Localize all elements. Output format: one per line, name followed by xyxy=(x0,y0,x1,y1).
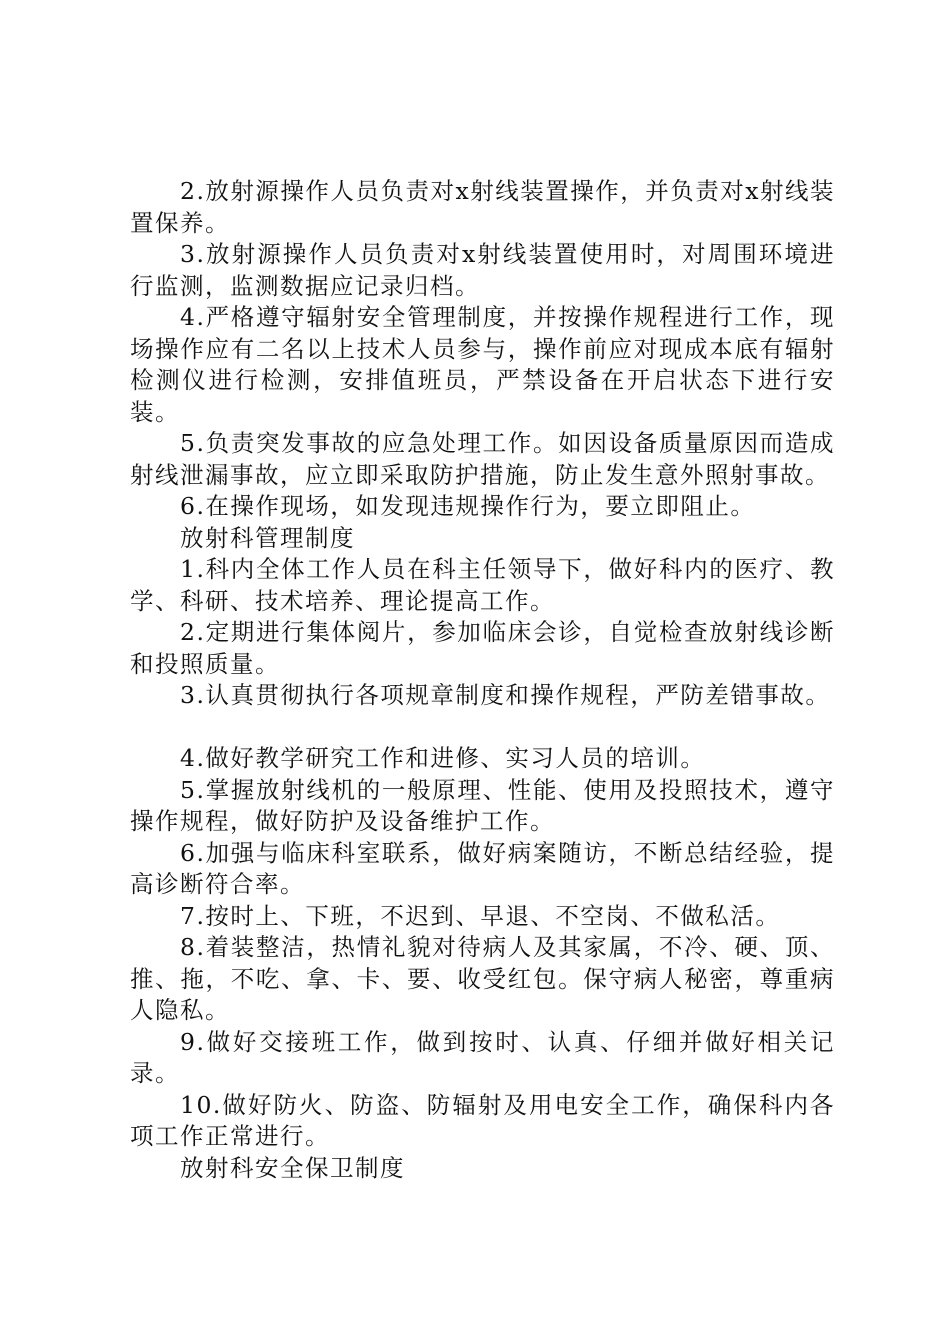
paragraph-radiation-item-4: 4.严格遵守辐射安全管理制度，并按操作规程进行工作，现场操作应有二名以上技术人员参与，操作前应对现成本底有辐射检测仪进行检测，安排值班员，严禁设备在开启状态下进行安装。 xyxy=(130,303,835,426)
section-title-security: 放射科安全保卫制度 xyxy=(180,1153,405,1182)
paragraph-management-item-1: 1.科内全体工作人员在科主任领导下，做好科内的医疗、教学、科研、技术培养、理论提高工作。 xyxy=(130,555,835,615)
paragraph-radiation-item-3: 3.放射源操作人员负责对x射线装置使用时，对周围环境进行监测，监测数据应记录归档。 xyxy=(130,240,835,300)
paragraph-gap xyxy=(130,712,835,744)
paragraph-management-item-3: 3.认真贯彻执行各项规章制度和操作规程，严防差错事故。 xyxy=(180,681,831,709)
paragraph-management-item-9: 9.做好交接班工作，做到按时、认真、仔细并做好相关记录。 xyxy=(130,1027,835,1087)
document-body xyxy=(130,176,835,1184)
paragraph-management-item-8: 8.着装整洁，热情礼貌对待病人及其家属，不冷、硬、顶、推、拖，不吃、拿、卡、要、收受红包。保守病人秘密，尊重病人隐私。 xyxy=(130,933,835,1024)
paragraph-management-item-7: 7.按时上、下班，不迟到、早退、不空岗、不做私活。 xyxy=(180,901,781,930)
paragraph-management-item-2: 2.定期进行集体阅片，参加临床会诊，自觉检查放射线诊断和投照质量。 xyxy=(130,618,835,678)
paragraph-management-item-10: 10.做好防火、防盗、防辐射及用电安全工作，确保科内各项工作正常进行。 xyxy=(130,1090,835,1150)
paragraph-management-item-5: 5.掌握放射线机的一般原理、性能、使用及投照技术，遵守操作规程，做好防护及设备维护工作。 xyxy=(130,775,835,835)
section-title-management: 放射科管理制度 xyxy=(180,523,355,552)
paragraph-radiation-item-5: 5.负责突发事故的应急处理工作。如因设备质量原因而造成射线泄漏事故，应立即采取防护措施，防止发生意外照射事故。 xyxy=(130,429,835,489)
paragraph-management-item-6: 6.加强与临床科室联系，做好病案随访，不断总结经验，提高诊断符合率。 xyxy=(130,838,835,898)
paragraph-radiation-item-2: 2.放射源操作人员负责对x射线装置操作，并负责对x射线装置保养。 xyxy=(130,177,835,237)
paragraph-radiation-item-6: 6.在操作现场，如发现违规操作行为，要立即阻止。 xyxy=(180,492,756,520)
paragraph-management-item-4: 4.做好教学研究工作和进修、实习人员的培训。 xyxy=(180,744,706,772)
